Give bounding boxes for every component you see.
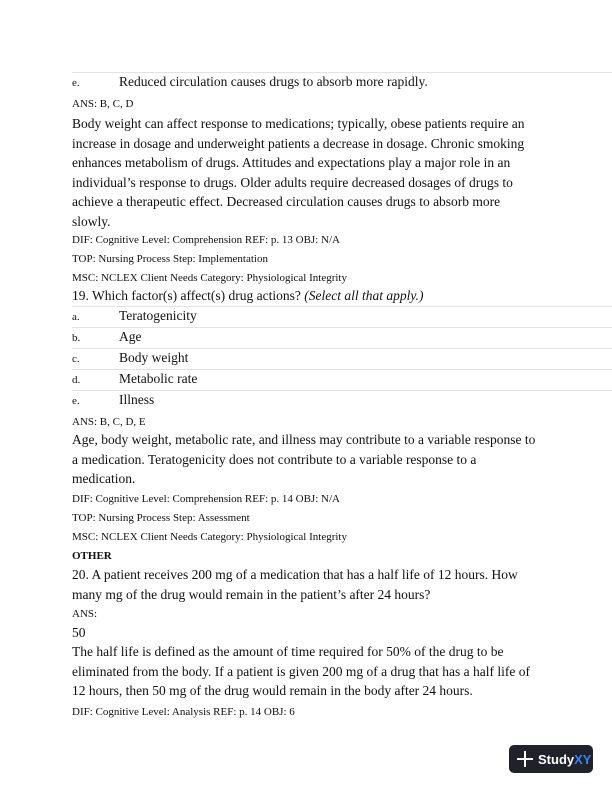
option-text: Age [119,329,142,344]
option-text: Reduced circulation causes drugs to absorb more rapidly. [119,74,428,89]
answer-value: 50 [72,625,86,640]
option-text: Metabolic rate [119,371,198,386]
dif-line: DIF: Cognitive Level: Comprehension REF: p. 14 OBJ: N/A [72,493,340,505]
studyxy-badge[interactable] [509,745,593,773]
option-row [72,369,612,390]
rationale-paragraph: Body weight can affect response to medications; typically, obese patients require an increase in dosage and underweight patients a decrease in dosage. Chronic smoking enhances metabolism of drugs. Attitudes and expectations play a major role in an individual’s response to drugs. Older adults require decreased dosages of drugs to achieve a therapeutic effect. Decreased circulation causes drugs to absorb more slowly. [72,116,525,229]
option-letter: b. [72,332,81,344]
option-text: Illness [119,392,155,407]
option-letter: a. [72,311,80,323]
option-row [72,306,612,327]
option-text: Body weight [119,350,189,365]
question-stem: 20. A patient receives 200 mg of a medication that has a half life of 12 hours. How many mg of the drug would remain in the patient’s after 24 hours? [72,567,518,602]
answer-line: ANS: B, C, D [72,98,134,110]
option-letter: d. [72,374,81,386]
rationale-paragraph: Age, body weight, metabolic rate, and illness may contribute to a variable response to a medication. Teratogenicity does not contribute to a variable response to a medication. [72,432,536,486]
answer-label: ANS: [72,608,98,620]
option-row [72,390,612,411]
topic-line: TOP: Nursing Process Step: Assessment [72,512,250,524]
rationale-paragraph: The half life is defined as the amount of time required for 50% of the drug to be eliminated from the body. If a patient is given 200 mg of a drug that has a half life of 12 hours, then 50 mg of the drug would remain in the body after 24 hours. [72,644,530,698]
option-letter: e. [72,77,80,89]
option-row [72,327,612,348]
plus-icon [517,751,533,767]
msc-line: MSC: NCLEX Client Needs Category: Physiological Integrity [72,531,347,543]
section-heading: OTHER [72,550,112,562]
dif-line: DIF: Cognitive Level: Comprehension REF: p. 13 OBJ: N/A [72,234,340,246]
question-stem [72,286,612,306]
topic-line: TOP: Nursing Process Step: Implementation [72,253,268,265]
brand-name: StudyXY [538,751,592,767]
option-row [72,72,612,93]
dif-line: DIF: Cognitive Level: Analysis REF: p. 14 OBJ: 6 [72,706,295,718]
question-instruction: (Select all that apply.) [304,288,424,303]
question-text: 19. Which factor(s) affect(s) drug actions? [72,288,301,303]
option-row [72,348,612,369]
answer-line: ANS: B, C, D, E [72,416,146,428]
option-letter: e. [72,395,80,407]
option-letter: c. [72,353,80,365]
option-text: Teratogenicity [119,308,197,323]
msc-line: MSC: NCLEX Client Needs Category: Physiological Integrity [72,272,347,284]
